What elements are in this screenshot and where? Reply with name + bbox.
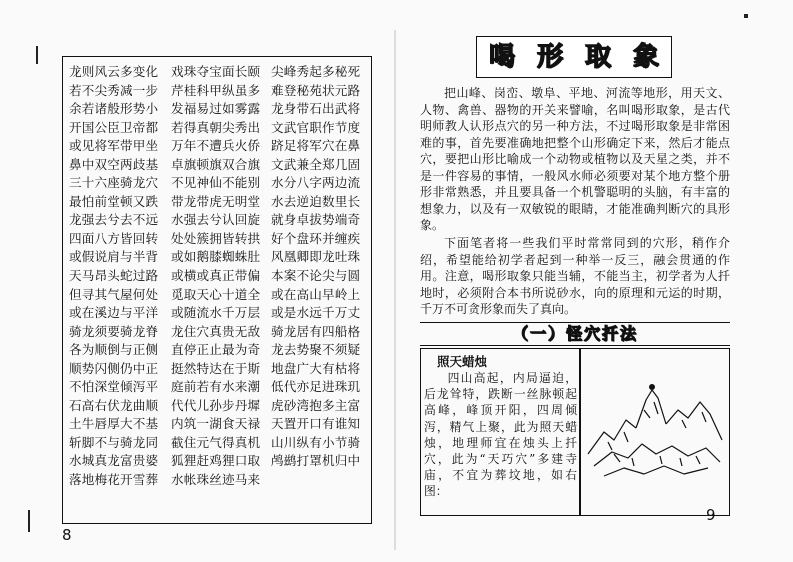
intro-paragraph: 把山峰、岗峦、墩阜、平地、河流等地形，用天文、人物、禽兽、器物的开关来譬喻，名叫喝形取象，是古代明师教人认形点穴的另一种方法，不过喝形取象是非常困难的事，首先要准确地把整个山形确定下来，然后才能点穴，要把山形比喻成一个动物或植物以及天星之类，并不是一件容易的事情，一般风水师必须要对某个地方整个册形非常熟悉，并且要具备一个机警聪明的头脑，有丰富的想象力，以及有一双敏锐的眼睛，才能准确判断穴的具形象。 [420,86,730,232]
poem-line: 挺然特达在于斯 [171,360,261,376]
poem-line: 落地梅花开雪葬 [69,472,159,488]
poem-line: 水去逆迫数里长 [271,193,361,209]
poem-line: 水分八字两边流 [271,175,361,191]
poem-line: 顺势闪侧仍中正 [69,360,159,376]
poem-line: 带龙带虎无明堂 [171,193,261,209]
poem-line: 内筑一湖食天禄 [171,416,261,432]
poem-line: 难登秘苑状元路 [271,82,361,98]
poem-line: 截住元气得真机 [171,434,261,450]
entry-text: 四山高起，内局逼迫，后龙耸特，跌断一丝脉顿起高峰，峰顶开阳，四周倾泻，精气上聚，此为照天蜡烛，地理师宜在烛头上扦穴，此为“天巧穴”多建寺庙，不宜为葬坟地，如右图： [424,371,577,499]
poem-line: 或假说肩与半背 [69,249,159,265]
poem-line: 鸬鹚打罩机归中 [271,453,361,469]
foothills [594,444,720,466]
poem-line: 戏珠夺宝面长颐 [171,64,261,79]
mountain-illustration [584,362,726,492]
poem-frame [62,56,372,524]
poem-line: 山川纵有小节骑 [271,434,361,450]
poem-column [271,63,371,471]
poem-line: 若不尖秀减一步 [69,82,159,98]
poem-line: 好个盘环并缠疾 [271,230,361,246]
poem-line: 开国公臣卫帝都 [69,119,159,135]
poem-line: 地盘广大有枯将 [271,360,361,376]
poem-line: 或横或真正带偏 [171,268,261,284]
entry-divider [579,348,581,516]
poem-line: 水强去兮认回旋 [171,212,261,228]
poem-line: 石高右伏龙曲顺 [69,397,159,413]
poem-line: 或随流水千万层 [171,305,261,321]
poem-line: 风凰卿即龙吐珠 [271,249,361,265]
title-char: 形 [536,42,563,72]
poem-line: 直停正止最为奇 [171,342,261,358]
poem-line: 或如鹅膝蜘蛛肚 [171,249,261,265]
chapter-title [476,36,672,78]
title-char: 喝 [488,42,515,72]
margin-mark [28,510,30,532]
poem-column [171,63,271,490]
poem-line: 文武官职作节度 [271,119,361,135]
title-char: 象 [632,42,659,72]
poem-line: 但寻其气屋何处 [69,286,159,302]
poem-line: 庭前若有水来潮 [171,379,261,395]
poem-line: 斩脚不与骑龙同 [69,434,159,450]
entry-title: 照天蜡烛 [437,354,488,369]
section-header [420,322,730,346]
poem-line: 最怕前堂顿又跌 [69,193,159,209]
poem-line: 骑龙居有四船格 [271,323,361,339]
poem-line: 龙去势聚不须疑 [271,342,361,358]
poem-line: 不见神仙不能别 [171,175,261,191]
poem-line: 虎砂湾抱多主富 [271,397,361,413]
poem-line: 低代亦足进珠玑 [271,379,361,395]
poem-line: 卓旗顿旗双合旗 [171,156,261,172]
poem-line: 不怕深堂倾泻平 [69,379,159,395]
poem-line: 土牛唇厚大不基 [69,416,159,432]
title-char: 取 [584,42,611,72]
intro-paragraph: 下面笔者将一些我们平时常常同到的穴形，稍作介绍，希望能给初学者起到一种举一反三，融会贯通的作用。注意，喝形取象只能当辅，不能当主，初学者为人扦地时，必须附合本书所说砂水，向的原理和元运的时期，千万不可贪形象而失了真向。 [420,236,730,316]
poem-line: 狐狸赶鸡狸口取 [171,453,261,469]
poem-line: 天置开口有谁知 [271,416,361,432]
poem-line: 发福易过如雾露 [171,101,261,117]
poem-line: 或见将军带甲坐 [69,138,159,154]
poem-line: 鼻中双空两歧基 [69,156,159,172]
poem-line: 三十六座骑龙穴 [69,175,159,191]
poem-line: 四面八方皆回转 [69,230,159,246]
poem-line: 或在高山早岭上 [271,286,361,302]
poem-line: 龙住穴真贵无敌 [171,323,261,339]
poem-line: 文武兼全郑几固 [271,156,361,172]
poem-line: 代代儿孙步丹墀 [171,397,261,413]
poem-line: 各为顺倒与正侧 [69,342,159,358]
central-peak [636,390,666,428]
margin-mark [744,14,748,18]
section-title: （一）怪穴扦法 [511,324,638,343]
poem-line: 尖峰秀起多秘死 [271,64,361,79]
poem-line: 水帐珠丝迹马来 [171,472,261,488]
poem-line: 若得真朝尖秀出 [171,119,261,135]
page-number: 8 [62,526,72,544]
poem-line: 处处簇拥皆转拱 [171,230,261,246]
poem-line: 龙强去兮去不远 [69,212,159,228]
poem-line: 龙则风云多变化 [69,64,159,79]
left-page [0,0,396,562]
poem-line: 跻足将军穴在鼻 [271,138,361,154]
poem-line: 万年不遭兵火侨 [171,138,261,154]
poem-column [69,63,169,490]
poem-line: 余若诸般形势小 [69,101,159,117]
page-number: 9 [706,506,716,524]
right-range [666,402,722,440]
candle-flame [649,384,655,390]
poem-line: 就身卓拔势端奇 [271,212,361,228]
poem-line: 龙身带石出武将 [271,101,361,117]
poem-line: 天马昂头蛇过路 [69,268,159,284]
ground-line [604,466,708,476]
margin-mark [36,46,38,64]
poem-line: 或是水远千万丈 [271,305,361,321]
poem-line: 芹桂科甲纵虽多 [171,82,261,98]
poem-line: 或在溪边与平洋 [69,305,159,321]
poem-line: 觅取天心十道全 [171,286,261,302]
poem-line: 水城真龙富贵婆 [69,453,159,469]
poem-line: 本案不论尖与圆 [271,268,361,284]
poem-line: 骑龙须要骑龙脊 [69,323,159,339]
